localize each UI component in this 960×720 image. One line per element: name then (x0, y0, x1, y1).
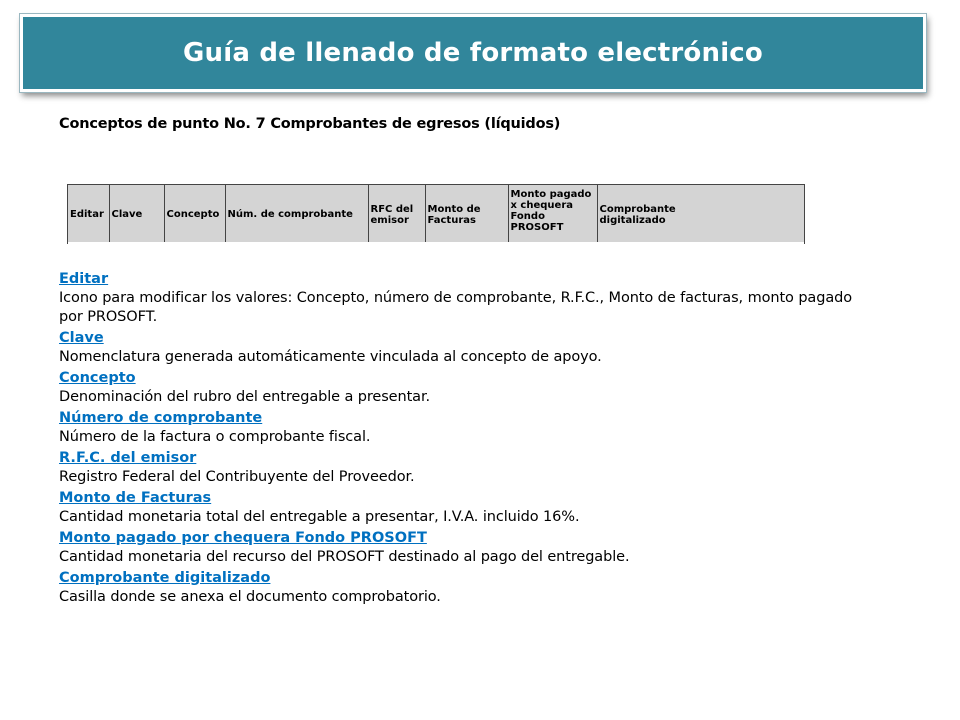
definition-term-clave[interactable]: Clave (59, 330, 104, 346)
table-edge-tick (804, 242, 805, 244)
definition-description: Icono para modificar los valores: Concepto, número de comprobante, R.F.C., Monto de facturas, monto pagado por PROSOFT. (59, 290, 852, 325)
column-header-num-comprobante: Núm. de comprobante (225, 185, 368, 242)
column-header-comprobante-digitalizado: Comprobante digitalizado (599, 203, 676, 226)
column-header-concepto: Concepto (164, 185, 225, 242)
definition-description: Cantidad monetaria del recurso del PROSOFT destinado al pago del entregable. (59, 549, 630, 565)
page-title: Guía de llenado de formato electrónico (183, 38, 763, 68)
column-header-editar: Editar (68, 185, 109, 242)
column-header-clave: Clave (109, 185, 164, 242)
definition-term-editar[interactable]: Editar (59, 271, 109, 287)
title-banner (20, 14, 926, 92)
column-header-monto-pagado: Monto pagado x chequera Fondo PROSOFT (508, 185, 597, 242)
definition-description: Nomenclatura generada automáticamente vinculada al concepto de apoyo. (59, 349, 602, 365)
table-edge-tick (67, 242, 68, 244)
definitions-list (59, 270, 859, 609)
column-header-monto-facturas: Monto de Facturas (425, 185, 508, 242)
definition-term-monto-pagado[interactable]: Monto pagado por chequera Fondo PROSOFT (59, 530, 427, 546)
definition-description: Registro Federal del Contribuyente del Proveedor. (59, 469, 415, 485)
definition-term-monto-facturas[interactable]: Monto de Facturas (59, 490, 212, 506)
column-header-rfc-emisor: RFC del emisor (368, 185, 425, 242)
receipts-table (67, 184, 805, 242)
definition-term-numero-comprobante[interactable]: Número de comprobante (59, 410, 263, 426)
definition-term-concepto[interactable]: Concepto (59, 370, 136, 386)
definition-description: Denominación del rubro del entregable a presentar. (59, 389, 431, 405)
definition-description: Cantidad monetaria total del entregable a presentar, I.V.A. incluido 16%. (59, 509, 580, 525)
definition-description: Número de la factura o comprobante fiscal. (59, 429, 371, 445)
definition-description: Casilla donde se anexa el documento comprobatorio. (59, 589, 441, 605)
definition-term-comprobante-digitalizado[interactable]: Comprobante digitalizado (59, 570, 271, 586)
definition-term-rfc-emisor[interactable]: R.F.C. del emisor (59, 450, 197, 466)
section-subtitle: Conceptos de punto No. 7 Comprobantes de egresos (líquidos) (59, 116, 561, 132)
